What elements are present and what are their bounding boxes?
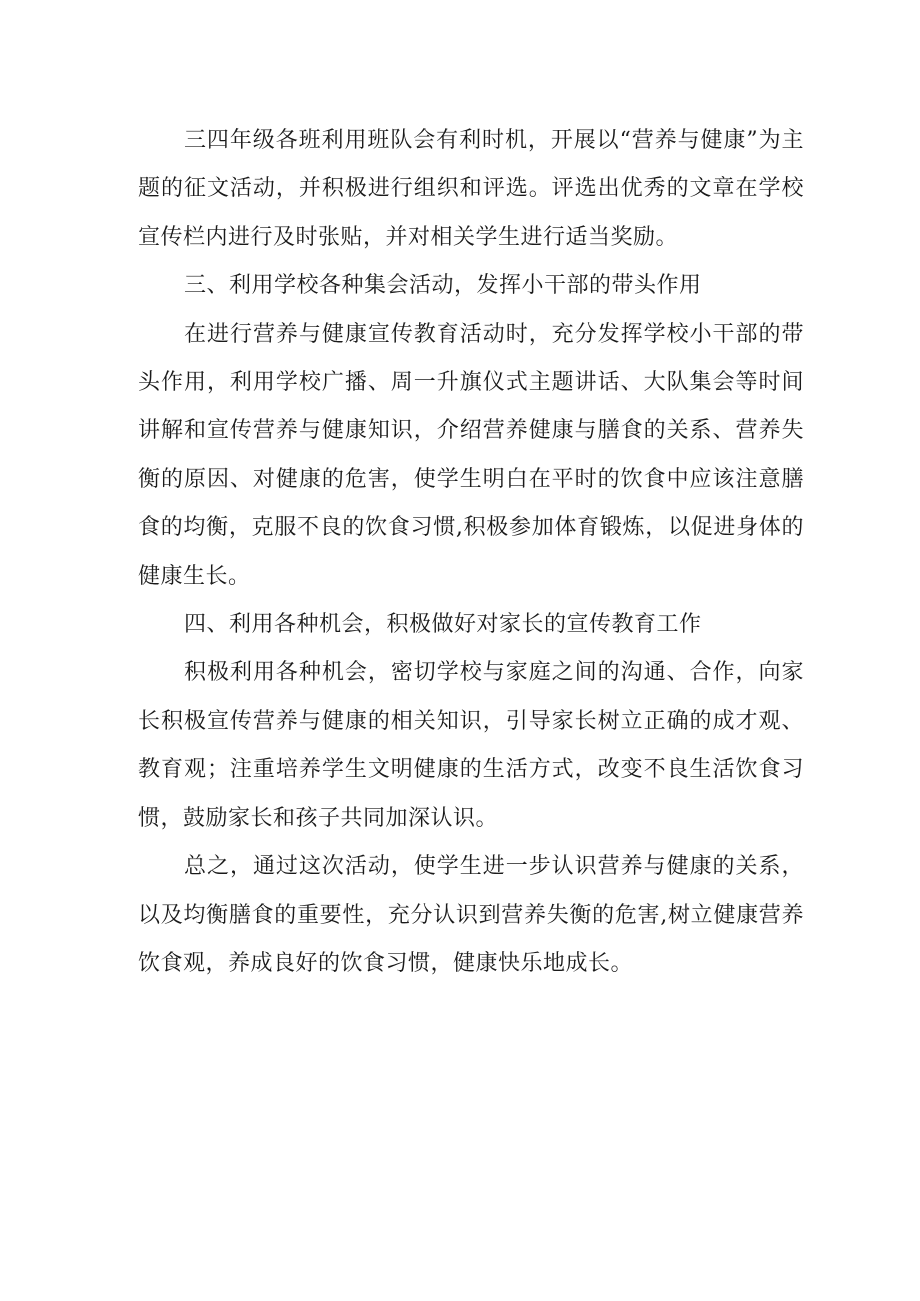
paragraph-student-leaders: 在进行营养与健康宣传教育活动时，充分发挥学校小干部的带头作用，利用学校广播、周一升旗仪式主题讲话、大队集会等时间讲解和宣传营养与健康知识，介绍营养健康与膳食的关系、营养失衡的原因、对健康的危害，使学生明白在平时的饮食中应该注意膳食的均衡，克服不良的饮食习惯,积极参加体育锻炼，以促进身体的健康生长。 xyxy=(138,321,804,589)
paragraph-essay-activity: 三四年级各班利用班队会有利时机，开展以“营养与健康”为主题的征文活动，并积极进行组织和评选。评选出优秀的文章在学校宣传栏内进行及时张贴，并对相关学生进行适当奖励。 xyxy=(138,128,804,250)
section-heading-three: 三、利用学校各种集会活动，发挥小干部的带头作用 xyxy=(184,273,702,299)
paragraph-conclusion: 总之，通过这次活动，使学生进一步认识营养与健康的关系，以及均衡膳食的重要性，充分认识到营养失衡的危害,树立健康营养饮食观，养成良好的饮食习惯，健康快乐地成长。 xyxy=(138,854,804,976)
document-body xyxy=(138,117,804,988)
section-heading-four: 四、利用各种机会，积极做好对家长的宣传教育工作 xyxy=(184,612,702,638)
paragraph-parent-education: 积极利用各种机会，密切学校与家庭之间的沟通、合作，向家长积极宣传营养与健康的相关知识，引导家长树立正确的成才观、教育观；注重培养学生文明健康的生活方式，改变不良生活饮食习惯，鼓励家长和孩子共同加深认识。 xyxy=(138,660,804,831)
